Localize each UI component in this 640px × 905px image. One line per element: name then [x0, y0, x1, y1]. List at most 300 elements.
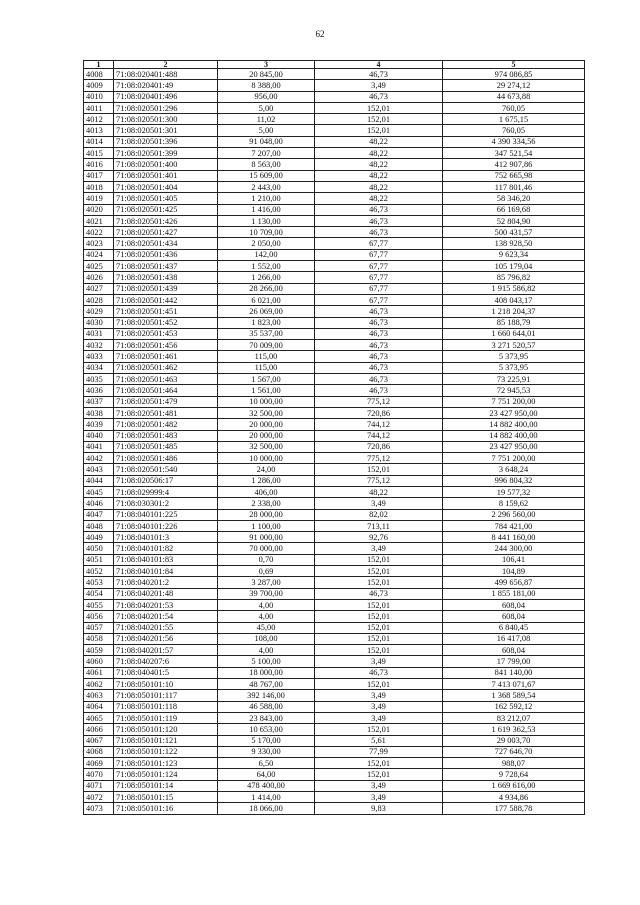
row-number-cell: 4044: [84, 475, 114, 486]
value-cell: 408 043,17: [443, 294, 585, 305]
value-cell: 19 577,32: [443, 486, 585, 497]
table-row: [84, 430, 585, 441]
cadastral-number-cell: 71:08:040401:5: [114, 667, 218, 678]
column-header-5: 5: [443, 61, 585, 69]
value-cell: 85 188,79: [443, 317, 585, 328]
rate-cell: 152,01: [315, 758, 443, 769]
area-cell: 1 552,00: [218, 261, 315, 272]
row-number-cell: 4041: [84, 441, 114, 452]
rate-cell: 3,49: [315, 792, 443, 803]
rate-cell: 48,22: [315, 148, 443, 159]
rate-cell: 3,49: [315, 80, 443, 91]
value-cell: 996 804,32: [443, 475, 585, 486]
row-number-cell: 4046: [84, 498, 114, 509]
value-cell: 752 665,98: [443, 170, 585, 181]
value-cell: 16 417,08: [443, 633, 585, 644]
row-number-cell: 4037: [84, 396, 114, 407]
rate-cell: 713,11: [315, 520, 443, 531]
value-cell: 83 212,07: [443, 712, 585, 723]
cadastral-number-cell: 71:08:020501:453: [114, 328, 218, 339]
column-header-4: 4: [315, 61, 443, 69]
rate-cell: 46,73: [315, 374, 443, 385]
cadastral-number-cell: 71:08:040101:3: [114, 532, 218, 543]
value-cell: 7 751 200,00: [443, 396, 585, 407]
value-cell: 4 934,86: [443, 792, 585, 803]
cadastral-value-table: [83, 60, 585, 815]
rate-cell: 152,01: [315, 622, 443, 633]
rate-cell: 9,83: [315, 803, 443, 814]
table-row: [84, 204, 585, 215]
cadastral-number-cell: 71:08:020401:496: [114, 91, 218, 102]
cadastral-number-cell: 71:08:020501:462: [114, 362, 218, 373]
row-number-cell: 4055: [84, 599, 114, 610]
rate-cell: 48,22: [315, 486, 443, 497]
value-cell: 784 421,00: [443, 520, 585, 531]
cadastral-number-cell: 71:08:020501:427: [114, 227, 218, 238]
rate-cell: 48,22: [315, 193, 443, 204]
table-row: [84, 622, 585, 633]
table-row: [84, 803, 585, 814]
table-row: [84, 611, 585, 622]
row-number-cell: 4024: [84, 249, 114, 260]
rate-cell: 67,77: [315, 283, 443, 294]
table-row: [84, 633, 585, 644]
area-cell: 39 700,00: [218, 588, 315, 599]
value-cell: 347 521,54: [443, 148, 585, 159]
value-cell: 6 840,45: [443, 622, 585, 633]
cadastral-number-cell: 71:08:020401:488: [114, 69, 218, 80]
row-number-cell: 4027: [84, 283, 114, 294]
table-row: [84, 656, 585, 667]
row-number-cell: 4049: [84, 532, 114, 543]
value-cell: 988,07: [443, 758, 585, 769]
rate-cell: 46,73: [315, 204, 443, 215]
table-row: [84, 407, 585, 418]
table-row: [84, 69, 585, 80]
row-number-cell: 4021: [84, 215, 114, 226]
rate-cell: 46,73: [315, 340, 443, 351]
value-cell: 608,04: [443, 611, 585, 622]
row-number-cell: 4029: [84, 306, 114, 317]
table-row: [84, 588, 585, 599]
table-row: [84, 261, 585, 272]
area-cell: 24,00: [218, 464, 315, 475]
table-row: [84, 746, 585, 757]
cadastral-number-cell: 71:08:020501:399: [114, 148, 218, 159]
area-cell: 91 048,00: [218, 136, 315, 147]
row-number-cell: 4017: [84, 170, 114, 181]
area-cell: 70 009,00: [218, 340, 315, 351]
table-row: [84, 136, 585, 147]
area-cell: 3 287,00: [218, 577, 315, 588]
row-number-cell: 4052: [84, 566, 114, 577]
rate-cell: 46,73: [315, 362, 443, 373]
cadastral-number-cell: 71:08:020501:439: [114, 283, 218, 294]
value-cell: 117 801,46: [443, 181, 585, 192]
column-header-3: 3: [218, 61, 315, 69]
row-number-cell: 4065: [84, 712, 114, 723]
table-row: [84, 317, 585, 328]
value-cell: 29 274,12: [443, 80, 585, 91]
row-number-cell: 4067: [84, 735, 114, 746]
area-cell: 20 000,00: [218, 430, 315, 441]
value-cell: 105 179,04: [443, 261, 585, 272]
area-cell: 4,00: [218, 599, 315, 610]
value-cell: 72 945,53: [443, 385, 585, 396]
row-number-cell: 4032: [84, 340, 114, 351]
rate-cell: 46,73: [315, 69, 443, 80]
rate-cell: 775,12: [315, 475, 443, 486]
area-cell: 70 000,00: [218, 543, 315, 554]
rate-cell: 46,73: [315, 306, 443, 317]
area-cell: 10 000,00: [218, 396, 315, 407]
cadastral-number-cell: 71:08:020501:442: [114, 294, 218, 305]
table-row: [84, 769, 585, 780]
row-number-cell: 4011: [84, 102, 114, 113]
cadastral-number-cell: 71:08:020501:485: [114, 441, 218, 452]
row-number-cell: 4016: [84, 159, 114, 170]
row-number-cell: 4048: [84, 520, 114, 531]
rate-cell: 46,73: [315, 227, 443, 238]
rate-cell: 152,01: [315, 769, 443, 780]
value-cell: 14 882 400,00: [443, 430, 585, 441]
cadastral-number-cell: 71:08:040101:226: [114, 520, 218, 531]
cadastral-number-cell: 71:08:050101:122: [114, 746, 218, 757]
value-cell: 1 855 181,00: [443, 588, 585, 599]
rate-cell: 744,12: [315, 430, 443, 441]
cadastral-number-cell: 71:08:020501:438: [114, 272, 218, 283]
area-cell: 115,00: [218, 351, 315, 362]
table-row: [84, 80, 585, 91]
cadastral-number-cell: 71:08:020501:540: [114, 464, 218, 475]
table-row: [84, 667, 585, 678]
value-cell: 14 882 400,00: [443, 419, 585, 430]
area-cell: 7 207,00: [218, 148, 315, 159]
table-row: [84, 486, 585, 497]
area-cell: 45,00: [218, 622, 315, 633]
table-row: [84, 385, 585, 396]
rate-cell: 152,01: [315, 464, 443, 475]
table-row: [84, 464, 585, 475]
cadastral-number-cell: 71:08:040201:57: [114, 645, 218, 656]
row-number-cell: 4066: [84, 724, 114, 735]
row-number-cell: 4050: [84, 543, 114, 554]
row-number-cell: 4057: [84, 622, 114, 633]
cadastral-number-cell: 71:08:020501:452: [114, 317, 218, 328]
cadastral-number-cell: 71:08:020501:400: [114, 159, 218, 170]
row-number-cell: 4043: [84, 464, 114, 475]
table-row: [84, 690, 585, 701]
area-cell: 32 500,00: [218, 407, 315, 418]
area-cell: 10 709,00: [218, 227, 315, 238]
cadastral-number-cell: 71:08:020501:437: [114, 261, 218, 272]
cadastral-number-cell: 71:08:020501:301: [114, 125, 218, 136]
area-cell: 32 500,00: [218, 441, 315, 452]
row-number-cell: 4035: [84, 374, 114, 385]
rate-cell: 152,01: [315, 633, 443, 644]
page-number: 62: [315, 29, 325, 39]
value-cell: 1 669 616,00: [443, 780, 585, 791]
area-cell: 9 330,00: [218, 746, 315, 757]
row-number-cell: 4047: [84, 509, 114, 520]
cadastral-number-cell: 71:08:050101:124: [114, 769, 218, 780]
table-row: [84, 125, 585, 136]
table-row: [84, 362, 585, 373]
table-row: [84, 792, 585, 803]
table-row: [84, 577, 585, 588]
area-cell: 23 843,00: [218, 712, 315, 723]
cadastral-number-cell: 71:08:050101:10: [114, 679, 218, 690]
cadastral-number-cell: 71:08:020501:436: [114, 249, 218, 260]
value-cell: 66 169,68: [443, 204, 585, 215]
cadastral-number-cell: 71:08:020501:463: [114, 374, 218, 385]
value-cell: 1 660 644,01: [443, 328, 585, 339]
area-cell: 20 845,00: [218, 69, 315, 80]
value-cell: 162 592,12: [443, 701, 585, 712]
area-cell: 46 588,00: [218, 701, 315, 712]
area-cell: 91 000,00: [218, 532, 315, 543]
cadastral-number-cell: 71:08:020501:482: [114, 419, 218, 430]
row-number-cell: 4053: [84, 577, 114, 588]
area-cell: 11,02: [218, 114, 315, 125]
table-row: [84, 283, 585, 294]
table-row: [84, 554, 585, 565]
row-number-cell: 4022: [84, 227, 114, 238]
rate-cell: 46,73: [315, 91, 443, 102]
table-row: [84, 396, 585, 407]
cadastral-number-cell: 71:08:020501:481: [114, 407, 218, 418]
table-row: [84, 374, 585, 385]
table-row: [84, 294, 585, 305]
value-cell: 500 431,57: [443, 227, 585, 238]
area-cell: 4,00: [218, 645, 315, 656]
area-cell: 0,69: [218, 566, 315, 577]
area-cell: 1 100,00: [218, 520, 315, 531]
table-row: [84, 543, 585, 554]
table-row: [84, 170, 585, 181]
value-cell: 73 225,91: [443, 374, 585, 385]
area-cell: 1 130,00: [218, 215, 315, 226]
cadastral-number-cell: 71:08:020501:464: [114, 385, 218, 396]
value-cell: 3 648,24: [443, 464, 585, 475]
value-cell: 9 728,64: [443, 769, 585, 780]
area-cell: 28 000,00: [218, 509, 315, 520]
area-cell: 1 823,00: [218, 317, 315, 328]
row-number-cell: 4010: [84, 91, 114, 102]
cadastral-number-cell: 71:08:040101:225: [114, 509, 218, 520]
table-row: [84, 566, 585, 577]
row-number-cell: 4038: [84, 407, 114, 418]
row-number-cell: 4014: [84, 136, 114, 147]
table-row: [84, 306, 585, 317]
rate-cell: 3,49: [315, 780, 443, 791]
area-cell: 26 069,00: [218, 306, 315, 317]
column-header-2: 2: [114, 61, 218, 69]
row-number-cell: 4051: [84, 554, 114, 565]
area-cell: 5,00: [218, 102, 315, 113]
rate-cell: 152,01: [315, 554, 443, 565]
cadastral-number-cell: 71:08:020401:49: [114, 80, 218, 91]
table-row: [84, 599, 585, 610]
cadastral-number-cell: 71:08:020501:404: [114, 181, 218, 192]
value-cell: 104,89: [443, 566, 585, 577]
cadastral-number-cell: 71:08:020501:300: [114, 114, 218, 125]
cadastral-number-cell: 71:08:050101:16: [114, 803, 218, 814]
table-row: [84, 238, 585, 249]
cadastral-number-cell: 71:08:020501:486: [114, 453, 218, 464]
table-row: [84, 679, 585, 690]
value-cell: 17 799,00: [443, 656, 585, 667]
rate-cell: 82,02: [315, 509, 443, 520]
rate-cell: 152,01: [315, 114, 443, 125]
area-cell: 48 767,00: [218, 679, 315, 690]
table-row: [84, 758, 585, 769]
row-number-cell: 4060: [84, 656, 114, 667]
value-cell: 23 427 950,00: [443, 407, 585, 418]
row-number-cell: 4072: [84, 792, 114, 803]
table-row: [84, 780, 585, 791]
rate-cell: 152,01: [315, 599, 443, 610]
table-row: [84, 441, 585, 452]
row-number-cell: 4020: [84, 204, 114, 215]
area-cell: 406,00: [218, 486, 315, 497]
area-cell: 6,50: [218, 758, 315, 769]
rate-cell: 48,22: [315, 136, 443, 147]
table-row: [84, 272, 585, 283]
rate-cell: 67,77: [315, 272, 443, 283]
value-cell: 177 588,78: [443, 803, 585, 814]
rate-cell: 67,77: [315, 238, 443, 249]
area-cell: 15 609,00: [218, 170, 315, 181]
row-number-cell: 4019: [84, 193, 114, 204]
value-cell: 499 656,87: [443, 577, 585, 588]
cadastral-number-cell: 71:08:020501:451: [114, 306, 218, 317]
row-number-cell: 4064: [84, 701, 114, 712]
row-number-cell: 4009: [84, 80, 114, 91]
row-number-cell: 4015: [84, 148, 114, 159]
row-number-cell: 4036: [84, 385, 114, 396]
value-cell: 58 346,20: [443, 193, 585, 204]
cadastral-number-cell: 71:08:050101:15: [114, 792, 218, 803]
area-cell: 956,00: [218, 91, 315, 102]
row-number-cell: 4042: [84, 453, 114, 464]
row-number-cell: 4039: [84, 419, 114, 430]
row-number-cell: 4018: [84, 181, 114, 192]
table-row: [84, 114, 585, 125]
cadastral-number-cell: 71:08:040201:2: [114, 577, 218, 588]
row-number-cell: 4071: [84, 780, 114, 791]
row-number-cell: 4034: [84, 362, 114, 373]
table-row: [84, 645, 585, 656]
value-cell: 7 751 200,00: [443, 453, 585, 464]
value-cell: 412 907,86: [443, 159, 585, 170]
table-row: [84, 351, 585, 362]
area-cell: 1 567,00: [218, 374, 315, 385]
rate-cell: 775,12: [315, 396, 443, 407]
rate-cell: 67,77: [315, 249, 443, 260]
cadastral-number-cell: 71:08:020501:461: [114, 351, 218, 362]
rate-cell: 152,01: [315, 102, 443, 113]
value-cell: 1 368 589,54: [443, 690, 585, 701]
cadastral-number-cell: 71:08:030301:2: [114, 498, 218, 509]
value-cell: 244 300,00: [443, 543, 585, 554]
rate-cell: 744,12: [315, 419, 443, 430]
row-number-cell: 4033: [84, 351, 114, 362]
area-cell: 1 286,00: [218, 475, 315, 486]
cadastral-number-cell: 71:08:020501:434: [114, 238, 218, 249]
rate-cell: 5,61: [315, 735, 443, 746]
row-number-cell: 4059: [84, 645, 114, 656]
row-number-cell: 4058: [84, 633, 114, 644]
row-number-cell: 4008: [84, 69, 114, 80]
row-number-cell: 4031: [84, 328, 114, 339]
value-cell: 138 928,50: [443, 238, 585, 249]
table-row: [84, 159, 585, 170]
table-row: [84, 340, 585, 351]
cadastral-number-cell: 71:08:050101:117: [114, 690, 218, 701]
rate-cell: 46,73: [315, 385, 443, 396]
rate-cell: 77,99: [315, 746, 443, 757]
value-cell: 7 413 071,67: [443, 679, 585, 690]
value-cell: 8 441 160,00: [443, 532, 585, 543]
area-cell: 2 443,00: [218, 181, 315, 192]
row-number-cell: 4040: [84, 430, 114, 441]
row-number-cell: 4025: [84, 261, 114, 272]
rate-cell: 46,73: [315, 588, 443, 599]
row-number-cell: 4073: [84, 803, 114, 814]
rate-cell: 46,73: [315, 667, 443, 678]
value-cell: 9 623,34: [443, 249, 585, 260]
rate-cell: 720,86: [315, 407, 443, 418]
rate-cell: 48,22: [315, 170, 443, 181]
table-row: [84, 181, 585, 192]
rate-cell: 152,01: [315, 577, 443, 588]
area-cell: 115,00: [218, 362, 315, 373]
area-cell: 1 561,00: [218, 385, 315, 396]
area-cell: 8 388,00: [218, 80, 315, 91]
rate-cell: 46,73: [315, 328, 443, 339]
rate-cell: 3,49: [315, 656, 443, 667]
rate-cell: 46,73: [315, 215, 443, 226]
value-cell: 4 390 334,56: [443, 136, 585, 147]
cadastral-number-cell: 71:08:020506:17: [114, 475, 218, 486]
rate-cell: 152,01: [315, 724, 443, 735]
table-row: [84, 532, 585, 543]
cadastral-number-cell: 71:08:050101:120: [114, 724, 218, 735]
rate-cell: 152,01: [315, 645, 443, 656]
cadastral-number-cell: 71:08:020501:396: [114, 136, 218, 147]
area-cell: 18 000,00: [218, 667, 315, 678]
value-cell: 5 373,95: [443, 362, 585, 373]
area-cell: 142,00: [218, 249, 315, 260]
area-cell: 10 653,00: [218, 724, 315, 735]
value-cell: 23 427 950,00: [443, 441, 585, 452]
table-row: [84, 498, 585, 509]
area-cell: 10 000,00: [218, 453, 315, 464]
cadastral-number-cell: 71:08:020501:296: [114, 102, 218, 113]
table-row: [84, 328, 585, 339]
cadastral-number-cell: 71:08:020501:479: [114, 396, 218, 407]
area-cell: 1 416,00: [218, 204, 315, 215]
area-cell: 6 021,00: [218, 294, 315, 305]
value-cell: 727 646,70: [443, 746, 585, 757]
value-cell: 841 140,00: [443, 667, 585, 678]
rate-cell: 152,01: [315, 611, 443, 622]
cadastral-number-cell: 71:08:050101:119: [114, 712, 218, 723]
cadastral-number-cell: 71:08:020501:426: [114, 215, 218, 226]
cadastral-number-cell: 71:08:050101:123: [114, 758, 218, 769]
table-row: [84, 453, 585, 464]
